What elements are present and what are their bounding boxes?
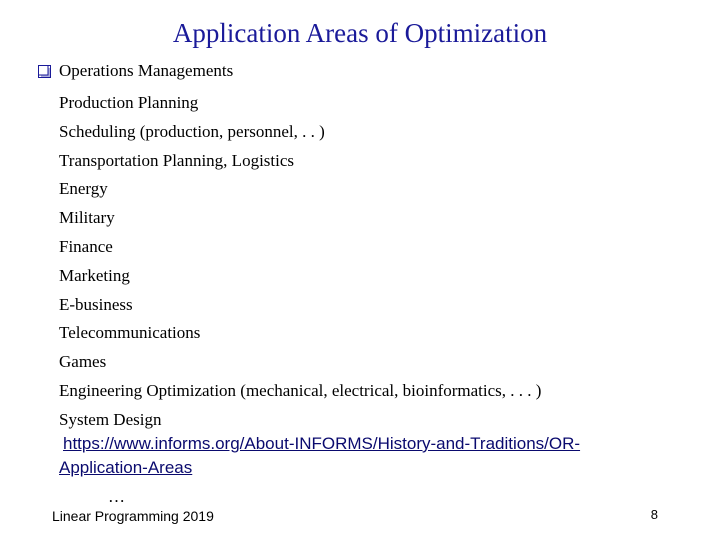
slide-title: Application Areas of Optimization [172,18,548,48]
bullet-label: Operations Managements [59,61,234,80]
page-number: 8 [650,507,658,522]
list-item: Energy [59,179,108,199]
list-item: Scheduling (production, personnel, . . ) [59,121,325,141]
informs-reference-link[interactable] [59,432,659,480]
continuation-ellipsis: … [108,487,125,506]
list-item: Engineering Optimization (mechanical, electrical, bioinformatics, . . . ) [59,380,542,400]
list-item: Telecommunications [59,323,201,343]
list-item: Finance [59,236,113,256]
list-item: Military [59,208,115,228]
link-line-2: Application-Areas [59,458,193,477]
application-list [59,89,541,435]
link-line-1: https://www.informs.org/About-INFORMS/History-and-Traditions/OR- [63,434,581,453]
checkbox-square-icon [38,65,51,78]
list-item: Games [59,352,107,372]
list-item: E-business [59,294,133,314]
list-item: Marketing [59,265,130,285]
list-item: Transportation Planning, Logistics [59,150,295,170]
list-item: Production Planning [59,93,199,112]
list-item: System Design [59,409,162,429]
bullet-row [38,60,233,82]
footer-course-label: Linear Programming 2019 [52,508,214,524]
